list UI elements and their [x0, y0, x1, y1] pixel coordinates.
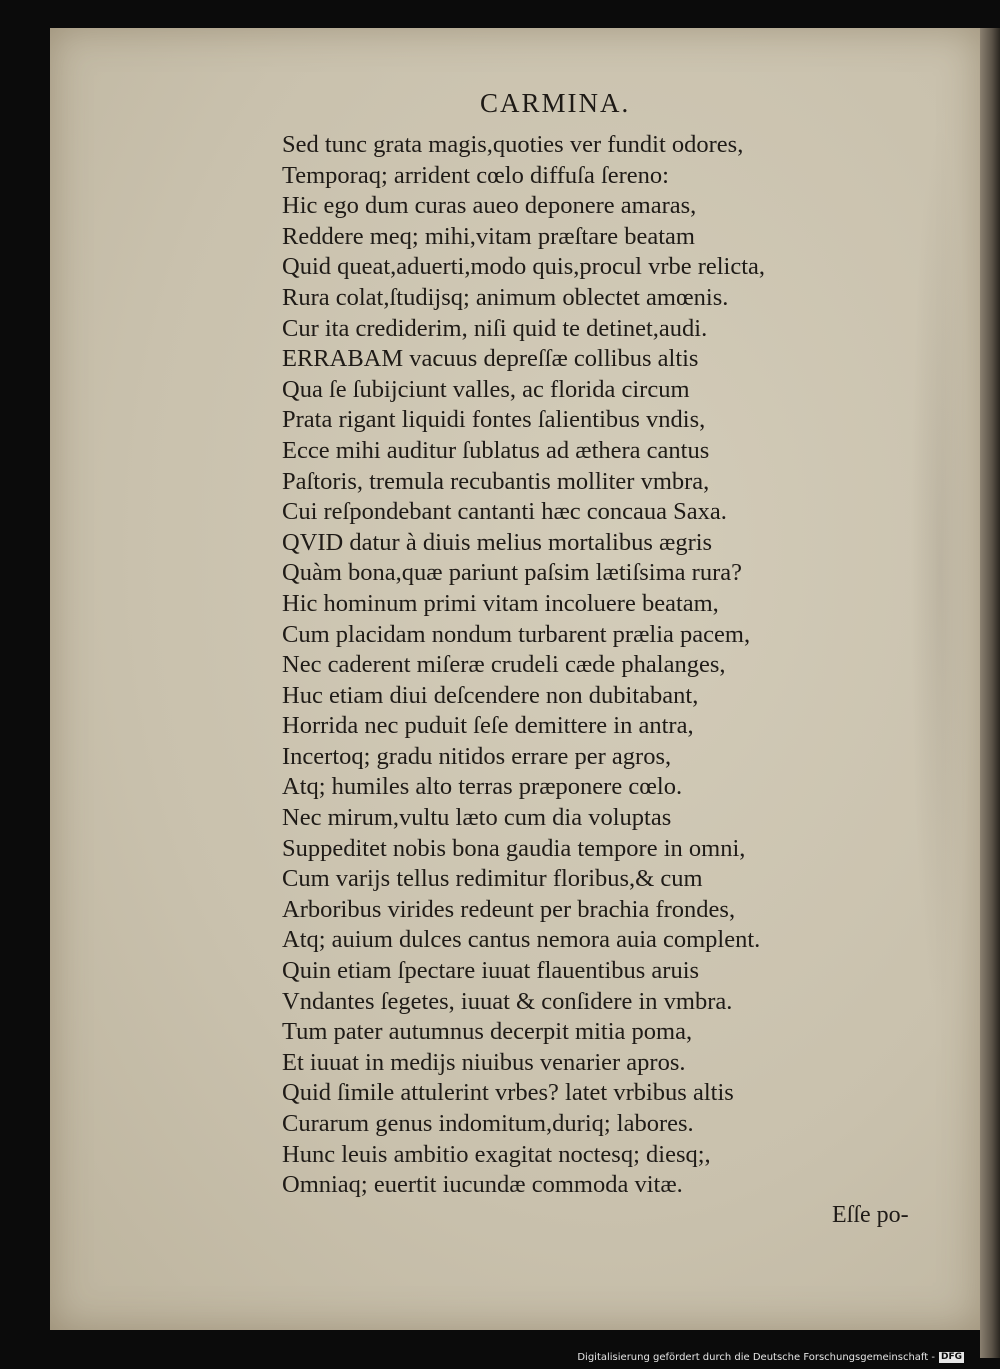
verse-line: Sed tunc grata magis,quoties ver fundit odores,: [282, 131, 744, 158]
verse-line: QVID datur à diuis melius mortalibus ægris: [282, 528, 713, 556]
verse-line: Cum varijs tellus redimitur floribus,& cum: [282, 865, 703, 893]
verse-line: Nec caderent miſeræ crudeli cæde phalanges,: [282, 651, 726, 679]
verse-line: Hunc leuis ambitio exagitat noctesq; diesq;,: [282, 1140, 711, 1168]
footer-text: Digitalisierung gefördert durch die Deutsche Forschungsgemeinschaft -: [577, 1352, 935, 1363]
verse-line: Rura colat,ſtudijsq; animum oblectet amœnis.: [282, 283, 729, 311]
verse-line: Incertoq; gradu nitidos errare per agros,: [282, 742, 672, 770]
verse-line: Horrida nec puduit ſeſe demittere in antra,: [282, 712, 694, 740]
verse-line: Arboribus virides redeunt per brachia frondes,: [282, 895, 736, 923]
verse-line: Hic hominum primi vitam incoluere beatam,: [282, 589, 719, 617]
verse-line: Quid ſimile attulerint vrbes? latet vrbibus altis: [282, 1079, 734, 1107]
verse-line: Atq; humiles alto terras præponere cœlo.: [282, 773, 683, 801]
verse-line: Prata rigant liquidi fontes ſalientibus vndis,: [282, 406, 706, 434]
verse-line: Cur ita crediderim, niſi quid te detinet,audi.: [282, 314, 708, 342]
catchword: Eſſe po-: [832, 1202, 909, 1228]
verse-line: Curarum genus indomitum,duriq; labores.: [282, 1110, 694, 1137]
verse-line: Temporaq; arrident cœlo diffuſa ſereno:: [282, 161, 669, 189]
verse-line: Tum pater autumnus decerpit mitia poma,: [282, 1018, 693, 1046]
verse-line: Paſtoris, tremula recubantis molliter vmbra,: [282, 467, 710, 495]
bleed-through-shadow: [910, 120, 970, 1020]
verse-line: Atq; auium dulces cantus nemora auia complent.: [282, 926, 761, 954]
verse-line: ERRABAM vacuus depreſſæ collibus altis: [282, 345, 699, 373]
verse-line: Et iuuat in medijs niuibus venarier apros.: [282, 1048, 686, 1076]
verse-line: Reddere meq; mihi,vitam præſtare beatam: [282, 222, 695, 250]
verse-line: Cum placidam nondum turbarent prælia pacem,: [282, 620, 751, 648]
verse-line: Quàm bona,quæ pariunt paſsim lætiſsima rura?: [282, 559, 742, 587]
verse-line: Qua ſe ſubijciunt valles, ac florida circum: [282, 375, 690, 403]
verse-line: Ecce mihi auditur ſublatus ad æthera cantus: [282, 436, 710, 464]
verse-line: Vndantes ſegetes, iuuat & conſidere in vmbra.: [282, 987, 733, 1015]
running-header: CARMINA.: [480, 88, 631, 118]
verse-line: Cui reſpondebant cantanti hæc concaua Saxa.: [282, 498, 727, 526]
verse-line: Nec mirum,vultu læto cum dia voluptas: [282, 804, 672, 832]
page-edge: [980, 28, 1000, 1358]
verse-line: Suppeditet nobis bona gaudia tempore in omni,: [282, 834, 746, 862]
poem-text: [282, 130, 765, 1201]
verse-line: Quin etiam ſpectare iuuat flauentibus aruis: [282, 957, 700, 985]
dfg-logo: DFG: [940, 1352, 962, 1362]
verse-line: Omniaq; euertit iucundæ commoda vitæ.: [282, 1171, 683, 1199]
funding-footer: [577, 1352, 964, 1363]
verse-line: Quid queat,aduerti,modo quis,procul vrbe relicta,: [282, 253, 766, 281]
verse-line: Huc etiam diui deſcendere non dubitabant,: [282, 681, 699, 709]
verse-line: Hic ego dum curas aueo deponere amaras,: [282, 192, 697, 220]
